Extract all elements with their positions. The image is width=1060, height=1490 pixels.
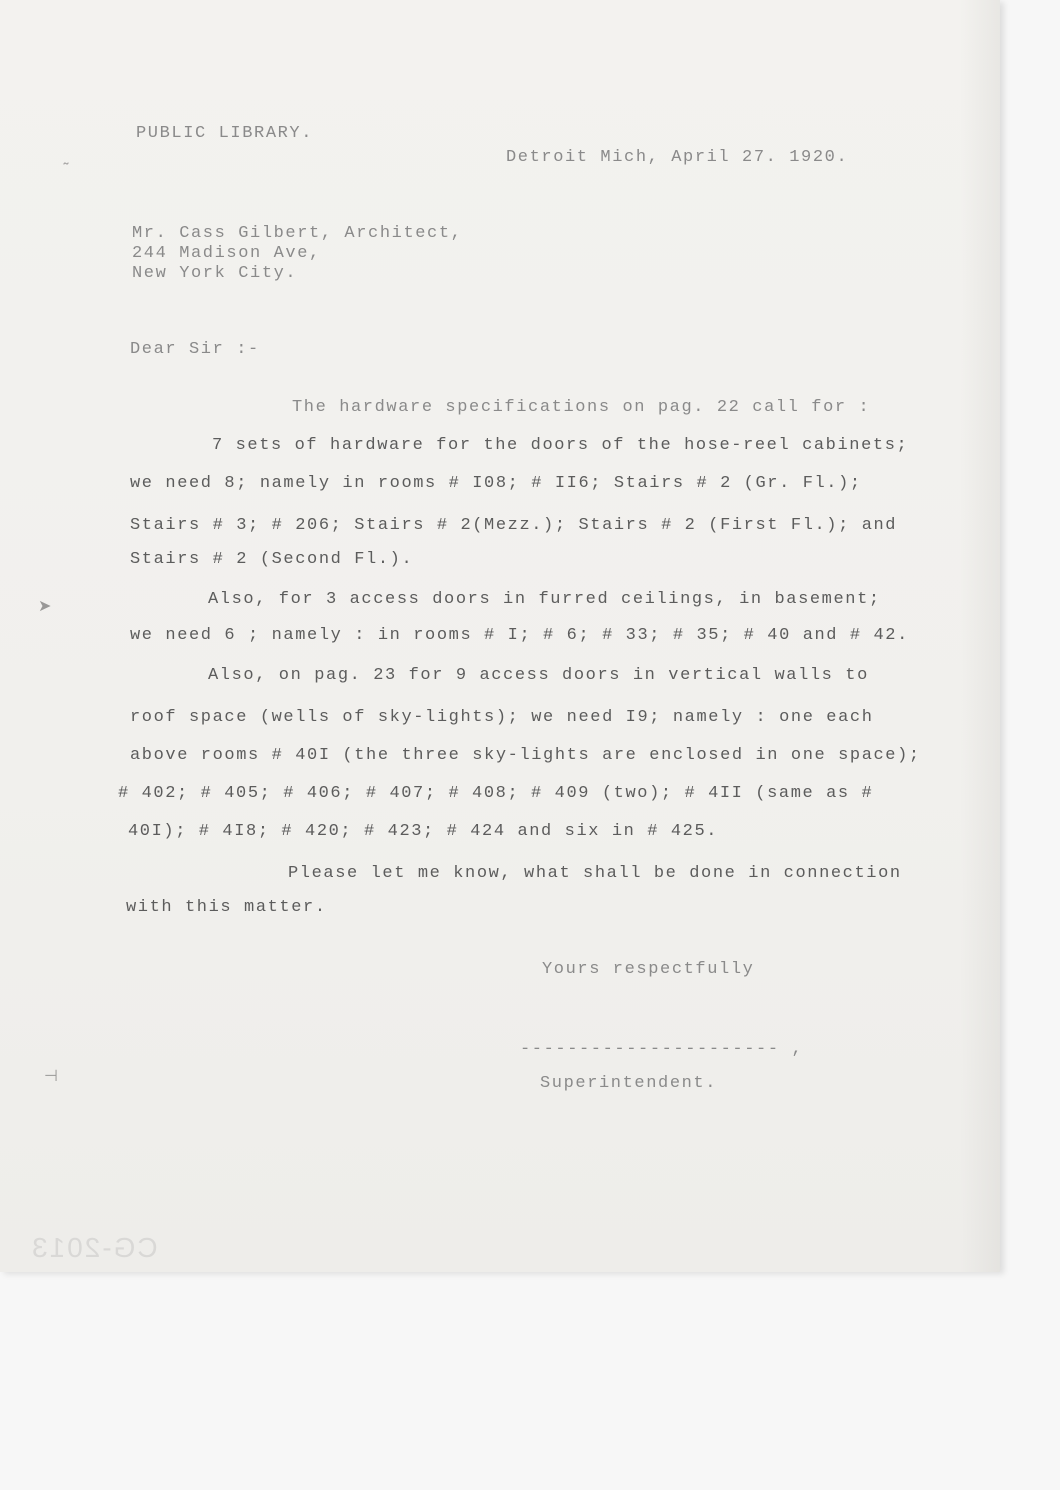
body-line-6: Also, for 3 access doors in furred ceilings, in basement; [208,590,881,609]
body-line-10: above rooms # 40I (the three sky-lights are enclosed in one space); [130,746,921,765]
signature-line: ---------------------- , [520,1040,804,1059]
letterhead-left: PUBLIC LIBRARY. [136,124,314,143]
body-line-5: Stairs # 2 (Second Fl.). [130,550,414,569]
body-line-1: The hardware specifications on pag. 22 call for : [292,398,871,417]
body-line-9: roof space (wells of sky-lights); we need I9; namely : one each [130,708,874,727]
body-line-7: we need 6 ; namely : in rooms # I; # 6; # 33; # 35; # 40 and # 42. [130,626,909,645]
body-line-4: Stairs # 3; # 206; Stairs # 2(Mezz.); Stairs # 2 (First Fl.); and [130,516,898,535]
body-line-8: Also, on pag. 23 for 9 access doors in vertical walls to [208,666,869,685]
body-line-13: Please let me know, what shall be done in connection [288,864,902,883]
pin-mark-icon: ˜ [62,160,70,179]
archive-stamp: CG-2013 [30,1232,158,1263]
body-line-14: with this matter. [126,898,327,917]
sheet-shadow-edge [960,0,1000,1272]
body-line-3: we need 8; namely in rooms # I08; # II6; Stairs # 2 (Gr. Fl.); [130,474,862,493]
signer-title: Superintendent. [540,1074,718,1093]
address-line-1: Mr. Cass Gilbert, Architect, [132,224,463,243]
pin-mark-icon-2: ⊣ [44,1066,58,1085]
address-line-2: 244 Madison Ave, [132,244,321,263]
body-line-2: 7 sets of hardware for the doors of the hose-reel cabinets; [212,436,909,455]
tack-mark-icon: ➤ [38,596,52,615]
body-line-12: 40I); # 4I8; # 420; # 423; # 424 and six in # 425. [128,822,719,841]
address-line-3: New York City. [132,264,298,283]
salutation: Dear Sir :- [130,340,260,359]
place-date: Detroit Mich, April 27. 1920. [506,148,849,167]
body-line-11: # 402; # 405; # 406; # 407; # 408; # 409 (two); # 4II (same as # [118,784,874,803]
closing: Yours respectfully [542,960,755,979]
